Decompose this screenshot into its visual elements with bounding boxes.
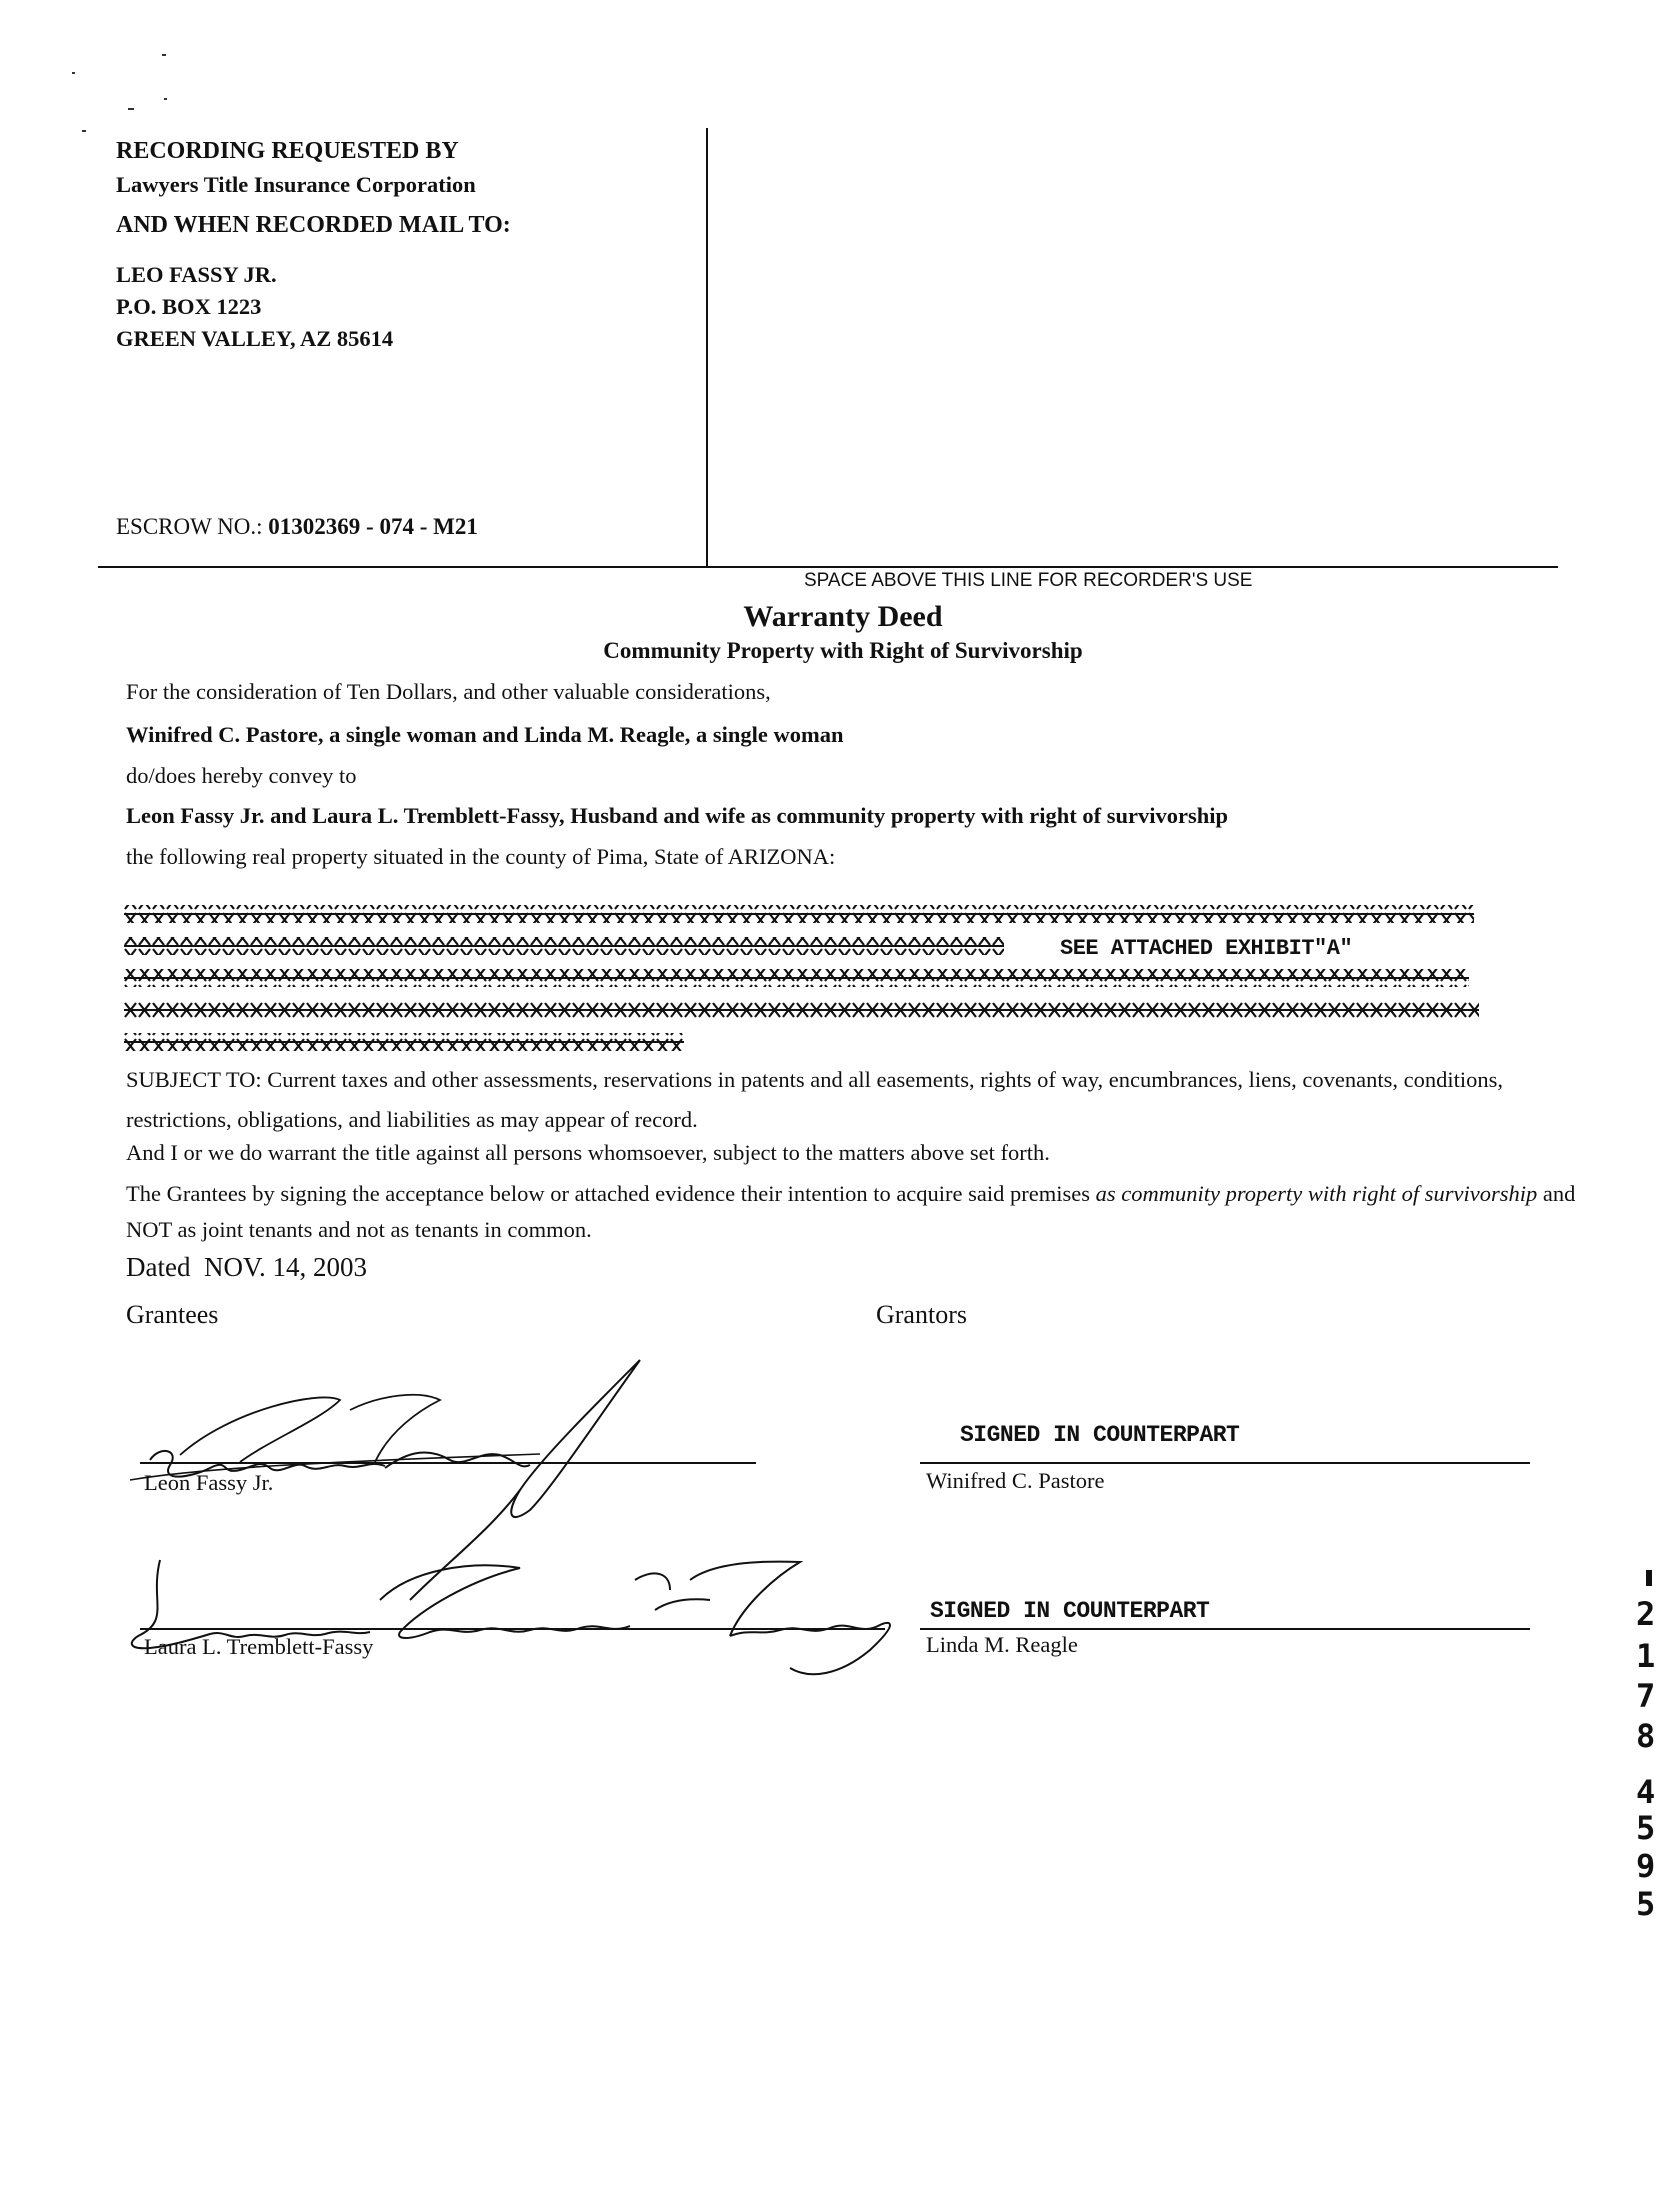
side-number-digit: 1 [1636,1637,1656,1675]
dated-line [126,1252,367,1283]
dated-label: Dated [126,1252,191,1282]
acceptance-text [126,1176,1596,1248]
acceptance-italic: as community property with right of survivorship [1095,1181,1538,1206]
address-line-2: GREEN VALLEY, AZ 85614 [116,326,394,351]
side-number-digit: 5 [1636,1885,1656,1923]
property-intro: the following real property situated in the county of Pima, State of ARIZONA: [126,844,836,869]
grantor2-signature-line [920,1628,1530,1630]
addressee: LEO FASSY JR. [116,262,277,287]
acceptance-end: and NOT as joint tenants and not as tenants in common. [126,1181,1576,1242]
grantor2-name: Linda M. Reagle [926,1632,1078,1657]
grantees-line: Leon Fassy Jr. and Laura L. Tremblett-Fassy, Husband and wife as community property with right of survivorship [126,803,1228,828]
grantor1-name: Winifred C. Pastore [926,1468,1105,1493]
side-number-digit: 7 [1636,1677,1656,1715]
grantees-label: Grantees [126,1300,219,1329]
side-number-digit: 2 [1636,1595,1656,1633]
convey-text: do/does hereby convey to [126,763,357,788]
scan-speck [162,54,166,56]
exhibit-note: SEE ATTACHED EXHIBIT"A" [1056,936,1356,961]
recorder-space-line [98,566,1558,568]
recording-requested-label: RECORDING REQUESTED BY [116,138,459,164]
grantors-line: Winifred C. Pastore, a single woman and Linda M. Reagle, a single woman [126,722,844,747]
mail-to-label: AND WHEN RECORDED MAIL TO: [116,212,511,238]
grantor2-counterpart-stamp: SIGNED IN COUNTERPART [930,1598,1210,1624]
struck-out-legal-description [124,893,1484,1065]
address-line-1: P.O. BOX 1223 [116,294,262,319]
side-number-digit: 9 [1636,1847,1656,1885]
scan-speck [128,108,134,110]
escrow-label: ESCROW NO.: [116,514,263,539]
side-number-tick [1646,1570,1652,1586]
side-number-digit: 8 [1636,1717,1656,1755]
warranty-text: And I or we do warrant the title against all persons whomsoever, subject to the matters above set forth. [126,1140,1050,1165]
consideration-text: For the consideration of Ten Dollars, and other valuable considerations, [126,679,771,704]
recorder-space-note: SPACE ABOVE THIS LINE FOR RECORDER'S USE [804,570,1253,591]
deed-title: Warranty Deed [743,600,943,633]
dated-value: NOV. 14, 2003 [203,1252,367,1282]
scan-speck [72,72,75,74]
scan-speck [164,98,167,100]
subject-to-text: SUBJECT TO: Current taxes and other assessments, reservations in patents and all easements, rights of way, encumbrances, liens, covenants, conditions, restrictions, obligations, and liabilities as may appear of record. [126,1067,1504,1132]
escrow-number [116,514,478,540]
escrow-value: 01302369 - 074 - M21 [268,514,478,539]
requesting-company: Lawyers Title Insurance Corporation [116,172,476,197]
side-number-digit: 4 [1636,1773,1656,1811]
grantor1-counterpart-stamp: SIGNED IN COUNTERPART [960,1422,1240,1448]
scan-speck [82,130,86,132]
acceptance-start: The Grantees by signing the acceptance below or attached evidence their intention to acquire said premises [126,1181,1096,1206]
grantor1-signature-line [920,1462,1530,1464]
header-divider-vertical [706,128,708,566]
deed-subtitle: Community Property with Right of Survivorship [603,638,1083,663]
grantee2-name: Laura L. Tremblett-Fassy [144,1634,374,1659]
grantee1-name: Leon Fassy Jr. [144,1470,274,1495]
side-number-digit: 5 [1636,1809,1656,1847]
grantors-label: Grantors [876,1300,967,1329]
